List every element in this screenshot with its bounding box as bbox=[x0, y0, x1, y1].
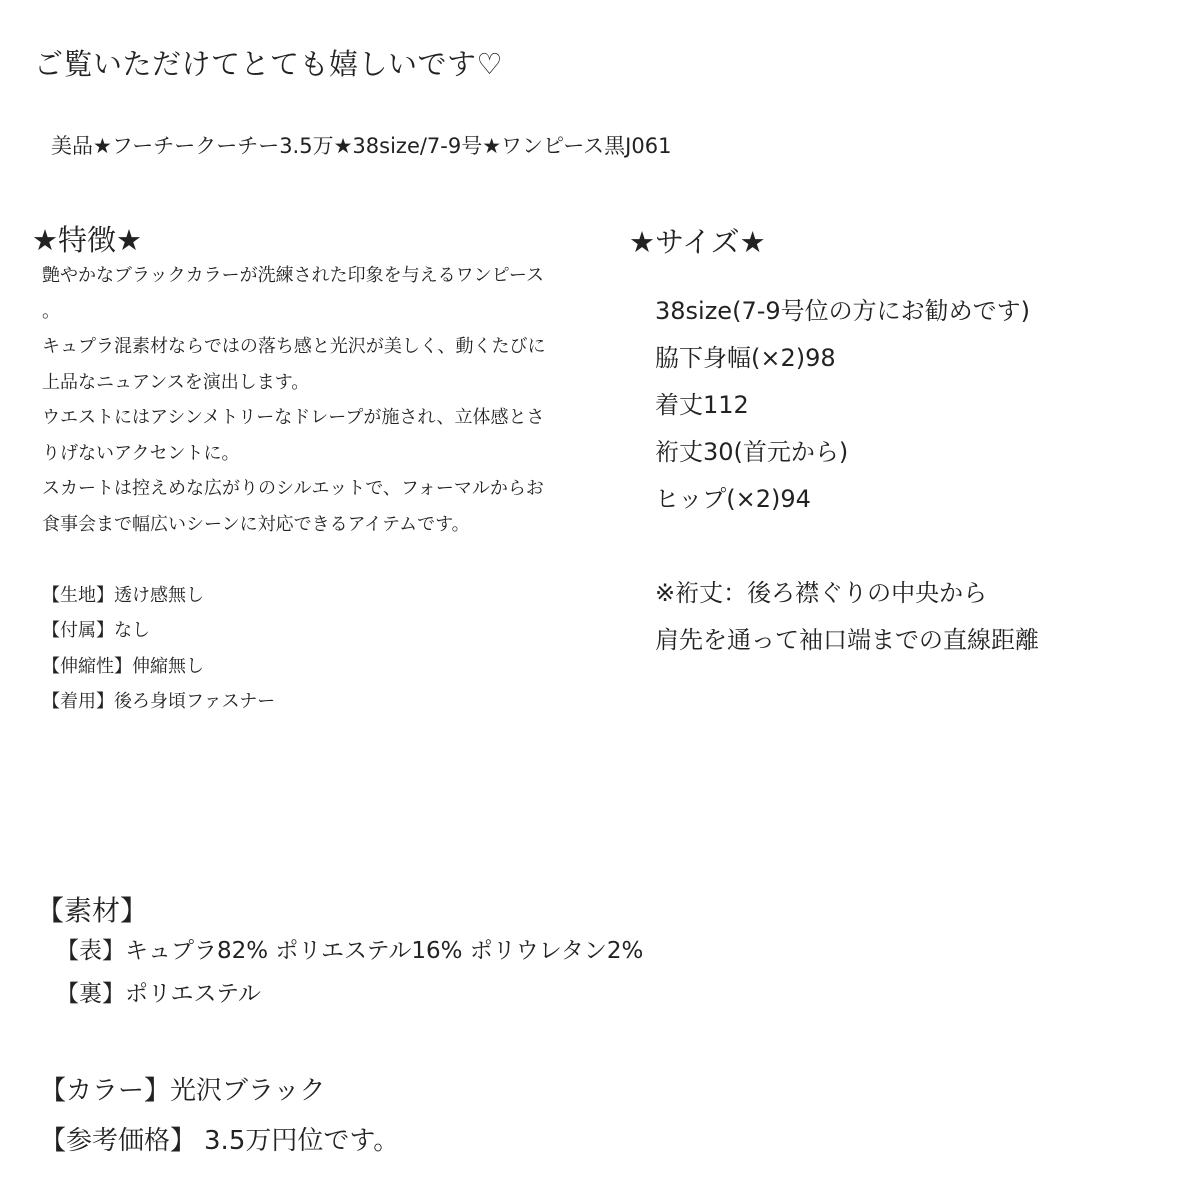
price-value: 3.5万円位です。 bbox=[204, 1126, 400, 1156]
color-info: 【カラー】光沢ブラック bbox=[40, 1076, 326, 1106]
size-note: 肩先を通って袖口端までの直線距離 bbox=[655, 626, 1039, 654]
features-section bbox=[42, 258, 602, 720]
features-heading: ★特徴★ bbox=[32, 223, 142, 257]
feature-line: スカートは控えめな広がりのシルエットで、フォーマルからお bbox=[42, 478, 544, 499]
feature-line: 上品なニュアンスを演出します。 bbox=[42, 371, 310, 393]
feature-line: 。 bbox=[42, 300, 60, 322]
material-lining: 【裏】ポリエステル bbox=[56, 981, 261, 1007]
detail-stretch: 【伸縮性】伸縮無し bbox=[42, 655, 204, 677]
size-line: ヒップ(×2)94 bbox=[655, 485, 811, 513]
feature-line: 艶やかなブラックカラーが洗練された印象を与えるワンピース bbox=[42, 265, 545, 286]
greeting-text: ご覧いただけてとても嬉しいです♡ bbox=[34, 47, 503, 81]
size-line: 着丈112 bbox=[655, 391, 749, 419]
size-line: 38size(7-9号位の方にお勧めです) bbox=[655, 297, 1030, 325]
feature-line: キュプラ混素材ならではの落ち感と光沢が美しく、動くたびに bbox=[42, 336, 546, 357]
feature-line: 食事会まで幅広いシーンに対応できるアイテムです。 bbox=[42, 513, 470, 535]
detail-accessories: 【付属】なし bbox=[42, 620, 150, 641]
detail-fabric: 【生地】透け感無し bbox=[42, 584, 204, 606]
feature-line: りげないアクセントに。 bbox=[42, 442, 240, 464]
spacer bbox=[655, 523, 1039, 570]
material-section bbox=[56, 930, 643, 1016]
price-info bbox=[40, 1120, 399, 1157]
feature-line: ウエストにはアシンメトリーなドレープが施され、立体感とさ bbox=[42, 407, 545, 428]
size-line: 裄丈30(首元から) bbox=[655, 438, 849, 466]
spacer bbox=[42, 542, 602, 578]
detail-fastening: 【着用】後ろ身頃ファスナー bbox=[42, 691, 276, 712]
size-section bbox=[655, 288, 1039, 664]
material-heading: 【素材】 bbox=[36, 894, 149, 927]
price-label: 【参考価格】 bbox=[40, 1126, 197, 1156]
size-line: 脇下身幅(×2)98 bbox=[655, 344, 836, 372]
product-title: 美品★フーチークーチー3.5万★38size/7-9号★ワンピース黒J061 bbox=[51, 134, 672, 158]
size-note: ※裄丈：後ろ襟ぐりの中央から bbox=[655, 579, 988, 607]
material-outer: 【表】キュプラ82% ポリエステル16% ポリウレタン2% bbox=[56, 938, 644, 964]
size-heading: ★サイズ★ bbox=[629, 225, 766, 259]
